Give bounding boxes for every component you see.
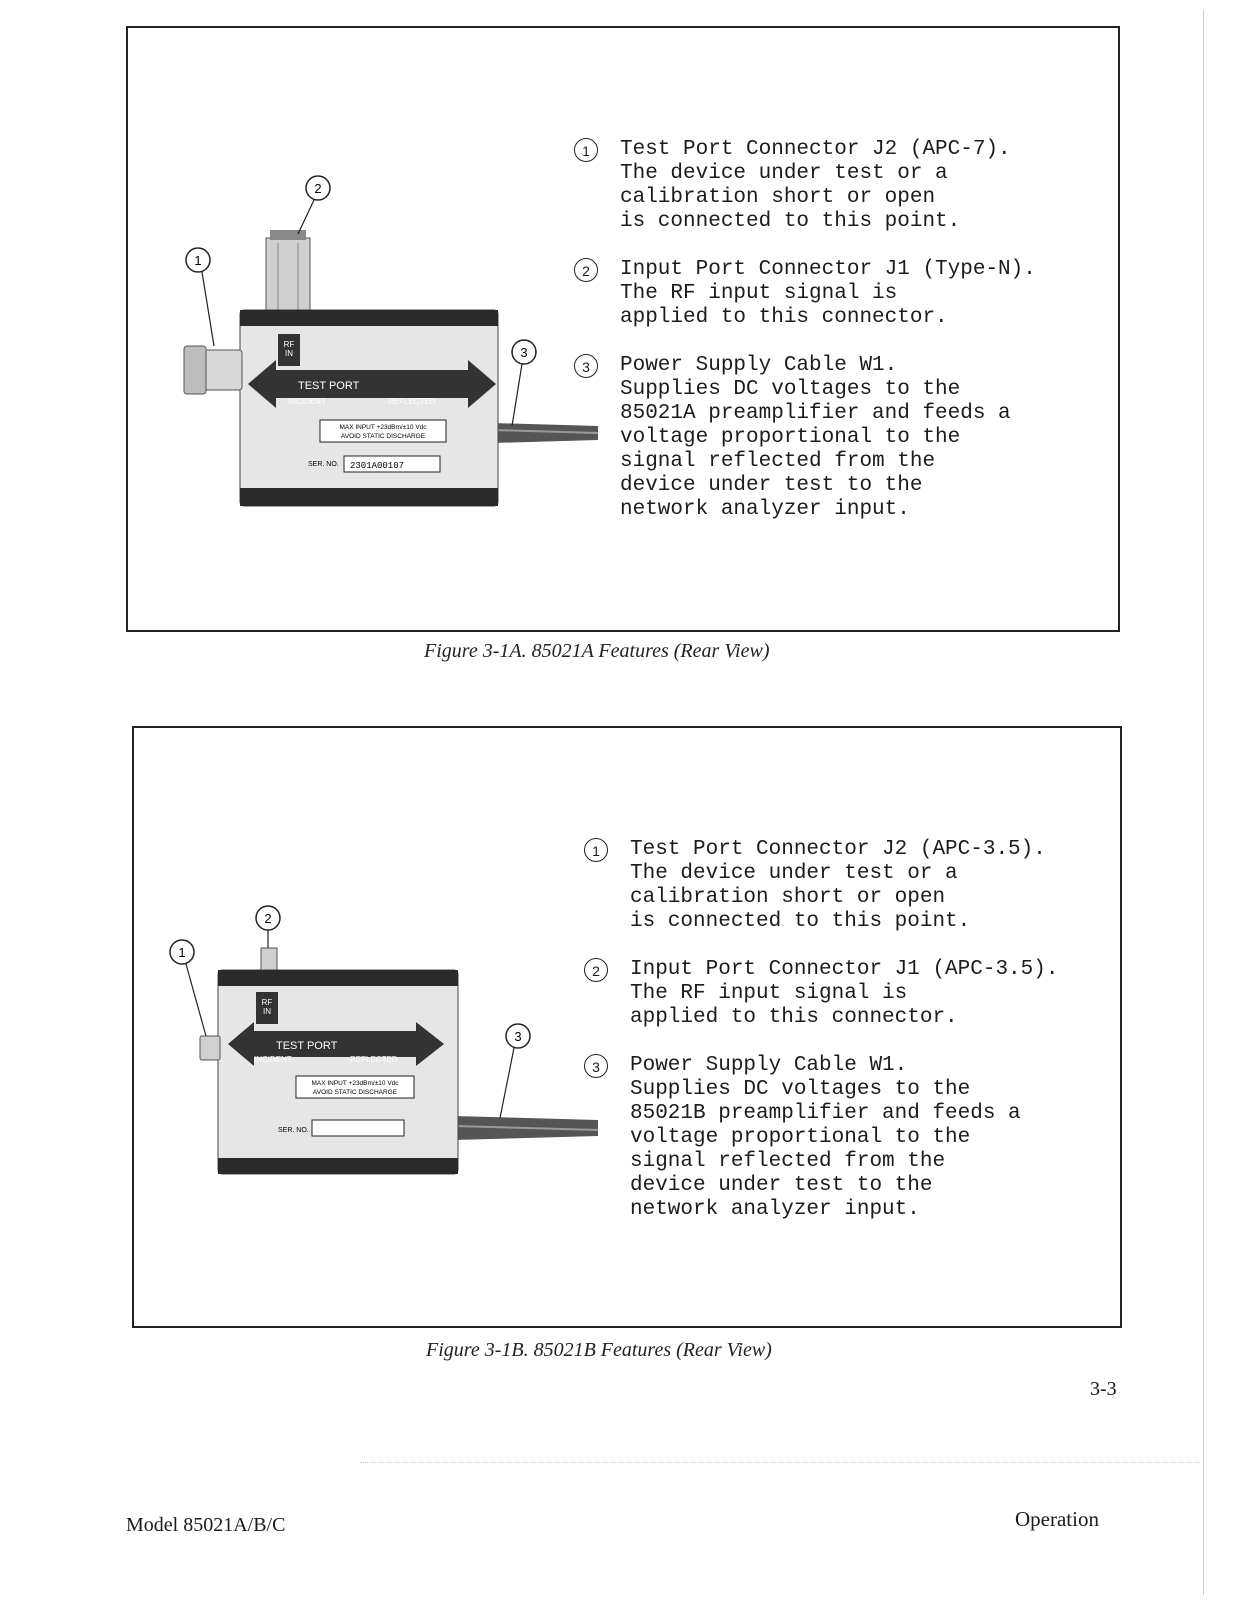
- incident-label: INCIDENT: [254, 1055, 292, 1064]
- rf-in-label: RF IN: [283, 340, 295, 358]
- svg-text:2: 2: [314, 181, 322, 196]
- serial-no-value: 2301A00107: [350, 461, 405, 471]
- callout-number: 1: [584, 838, 608, 862]
- footer-section: Operation: [1015, 1507, 1099, 1531]
- avoid-static-label: AVOID STATIC DISCHARGE: [312, 1089, 398, 1096]
- serial-no-label: SER. NO.: [308, 461, 339, 468]
- callout-text: Power Supply Cable W1. Supplies DC voltages to the 85021B preamplifier and feeds a voltage proportional to the signal reflected from the device under test to the network analyzer input.: [630, 1054, 1021, 1221]
- callout-number: 2: [574, 258, 598, 282]
- callout-item: [584, 958, 1114, 1030]
- callout-number: 2: [584, 958, 608, 982]
- serial-no-label: SER. NO.: [278, 1127, 309, 1134]
- callout-item: [584, 838, 1114, 934]
- figure-caption: Figure 3-1B. 85021B Features (Rear View): [426, 1339, 772, 1361]
- device-photo-85021b: [158, 868, 598, 1208]
- footer-model: Model 85021A/B/C: [126, 1514, 286, 1536]
- callout-text: Input Port Connector J1 (Type-N). The RF input signal is applied to this connector.: [620, 258, 1036, 329]
- callout-item: [574, 138, 1104, 234]
- test-port-label: TEST PORT: [298, 380, 360, 392]
- test-port-label: TEST PORT: [276, 1040, 338, 1052]
- svg-text:1: 1: [194, 253, 202, 268]
- avoid-static-label: AVOID STATIC DISCHARGE: [340, 433, 426, 440]
- max-input-label: MAX INPUT +23dBm/±10 Vdc: [339, 424, 427, 431]
- incident-label: INCIDENT: [288, 397, 326, 406]
- figure-caption: Figure 3-1A. 85021A Features (Rear View): [424, 640, 770, 662]
- callout-text: Input Port Connector J1 (APC-3.5). The RF input signal is applied to this connector.: [630, 958, 1059, 1029]
- callout-number: 3: [574, 354, 598, 378]
- callout-text: Power Supply Cable W1. Supplies DC voltages to the 85021A preamplifier and feeds a voltage proportional to the signal reflected from the device under test to the network analyzer input.: [620, 354, 1011, 521]
- callout-text: Test Port Connector J2 (APC-7). The device under test or a calibration short or open is connected to this point.: [620, 138, 1011, 233]
- rf-in-label: RF IN: [261, 998, 273, 1016]
- page-number: 3-3: [1090, 1378, 1117, 1400]
- reflected-label: REFLECTED: [388, 397, 436, 406]
- reflected-label: REFLECTED: [350, 1055, 398, 1064]
- callout-list-85021b: [584, 838, 1114, 1246]
- svg-text:2: 2: [264, 911, 272, 926]
- page-edge-rule: [1203, 10, 1204, 1595]
- max-input-label: MAX INPUT +23dBm/±10 Vdc: [311, 1080, 399, 1087]
- svg-text:3: 3: [520, 345, 528, 360]
- callout-item: [584, 1054, 1114, 1222]
- callout-item: [574, 258, 1104, 330]
- callout-text: Test Port Connector J2 (APC-3.5). The device under test or a calibration short or open is connected to this point.: [630, 838, 1046, 933]
- callout-number: 1: [574, 138, 598, 162]
- callout-number: 3: [584, 1054, 608, 1078]
- device-photo-85021a: [168, 168, 608, 528]
- callout-item: [574, 354, 1104, 522]
- divider: [360, 1462, 1200, 1463]
- svg-text:1: 1: [178, 945, 186, 960]
- figure-85021b: [132, 726, 1122, 1328]
- callout-list-85021a: [574, 138, 1104, 546]
- svg-text:3: 3: [514, 1029, 522, 1044]
- figure-85021a: [126, 26, 1120, 632]
